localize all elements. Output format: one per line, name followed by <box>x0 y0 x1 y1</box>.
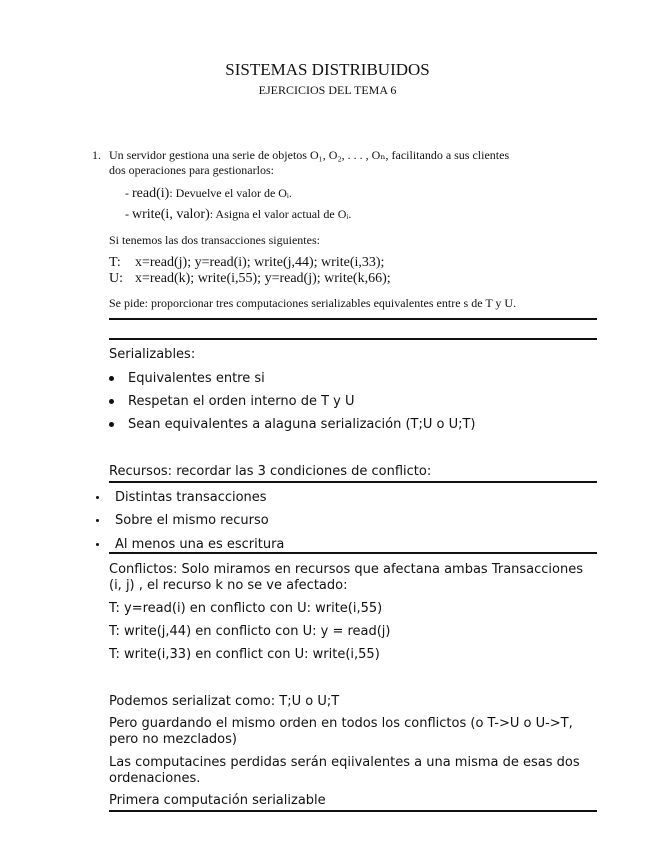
bullet-icon <box>96 519 99 522</box>
recursos-heading: Recursos: recordar las 3 condiciones de conflicto: <box>109 464 432 479</box>
list-item: Sean equivalentes a alaguna serialización (T;U o U;T) <box>109 417 476 432</box>
conflict-line: T: write(i,33) en conflict con U: write(i,55) <box>109 647 380 662</box>
transaction-u <box>109 271 391 287</box>
equivalence-note: Las computacines perdidas serán eqiivalentes a una misma de esas dos ordenaciones. <box>109 755 580 786</box>
transactions-intro: Si tenemos las dos transacciones siguientes: <box>109 233 320 247</box>
divider <box>109 481 597 483</box>
document-title: SISTEMAS DISTRIBUIDOS <box>225 60 430 79</box>
exercise-intro-line1: Un servidor gestiona una serie de objetos O₁, O₂, . . . , Oₙ, facilitando a sus clientes <box>109 148 510 162</box>
exercise-request: Se pide: proporcionar tres computaciones serializables equivalentes entre s de T y U. <box>109 296 517 310</box>
list-item: Distintas transacciones <box>96 490 267 505</box>
list-item: Equivalentes entre si <box>109 371 265 386</box>
serialization-options: Podemos serializat como: T;U o U;T <box>109 694 340 709</box>
conflictos-text: Conflictos: Solo miramos en recursos que afectana ambas Transacciones (i, j) , el recurso k no se ve afectado: <box>109 562 584 593</box>
divider <box>109 810 597 812</box>
list-dash: - <box>125 186 132 200</box>
transaction-u-ops: x=read(k); write(i,55); y=read(j); write(k,66); <box>135 271 391 286</box>
list-item: Al menos una es escritura <box>96 537 284 552</box>
serializables-heading: Serializables: <box>109 347 196 362</box>
transaction-t <box>109 255 384 271</box>
transaction-t-ops: x=read(j); y=read(i); write(j,44); write(i,33); <box>135 255 385 270</box>
bullet-icon <box>96 543 99 546</box>
bullet-icon <box>109 422 114 427</box>
bullet-icon <box>109 399 114 404</box>
operation-read-desc: : Devuelve el valor de Oᵢ. <box>169 186 292 200</box>
operation-write <box>125 207 351 223</box>
transaction-t-label: T: <box>109 255 121 270</box>
conflict-line: T: write(j,44) en conflicto con U: y = read(j) <box>109 624 391 639</box>
list-item: Sobre el mismo recurso <box>96 513 269 528</box>
transaction-u-label: U: <box>109 271 123 286</box>
conflict-line: T: y=read(i) en conflicto con U: write(i,55) <box>109 601 383 616</box>
exercise-number: 1. <box>92 148 101 162</box>
order-note: Pero guardando el mismo orden en todos los conflictos (o T->U o U->T, pero no mezclados) <box>109 716 573 747</box>
divider <box>109 338 597 340</box>
exercise-intro-line2: dos operaciones para gestionarlos: <box>109 163 274 177</box>
divider <box>109 552 597 554</box>
divider <box>109 318 597 320</box>
list-dash: - <box>125 207 132 221</box>
operation-read <box>125 186 292 202</box>
bullet-icon <box>109 376 114 381</box>
first-computation-heading: Primera computación serializable <box>109 793 326 808</box>
bullet-icon <box>96 496 99 499</box>
document-subtitle: EJERCICIOS DEL TEMA 6 <box>258 83 397 97</box>
operation-write-name: write(i, valor) <box>132 207 210 222</box>
operation-read-name: read(i) <box>132 186 170 201</box>
list-item: Respetan el orden interno de T y U <box>109 394 355 409</box>
operation-write-desc: : Asigna el valor actual de Oᵢ. <box>209 207 352 221</box>
